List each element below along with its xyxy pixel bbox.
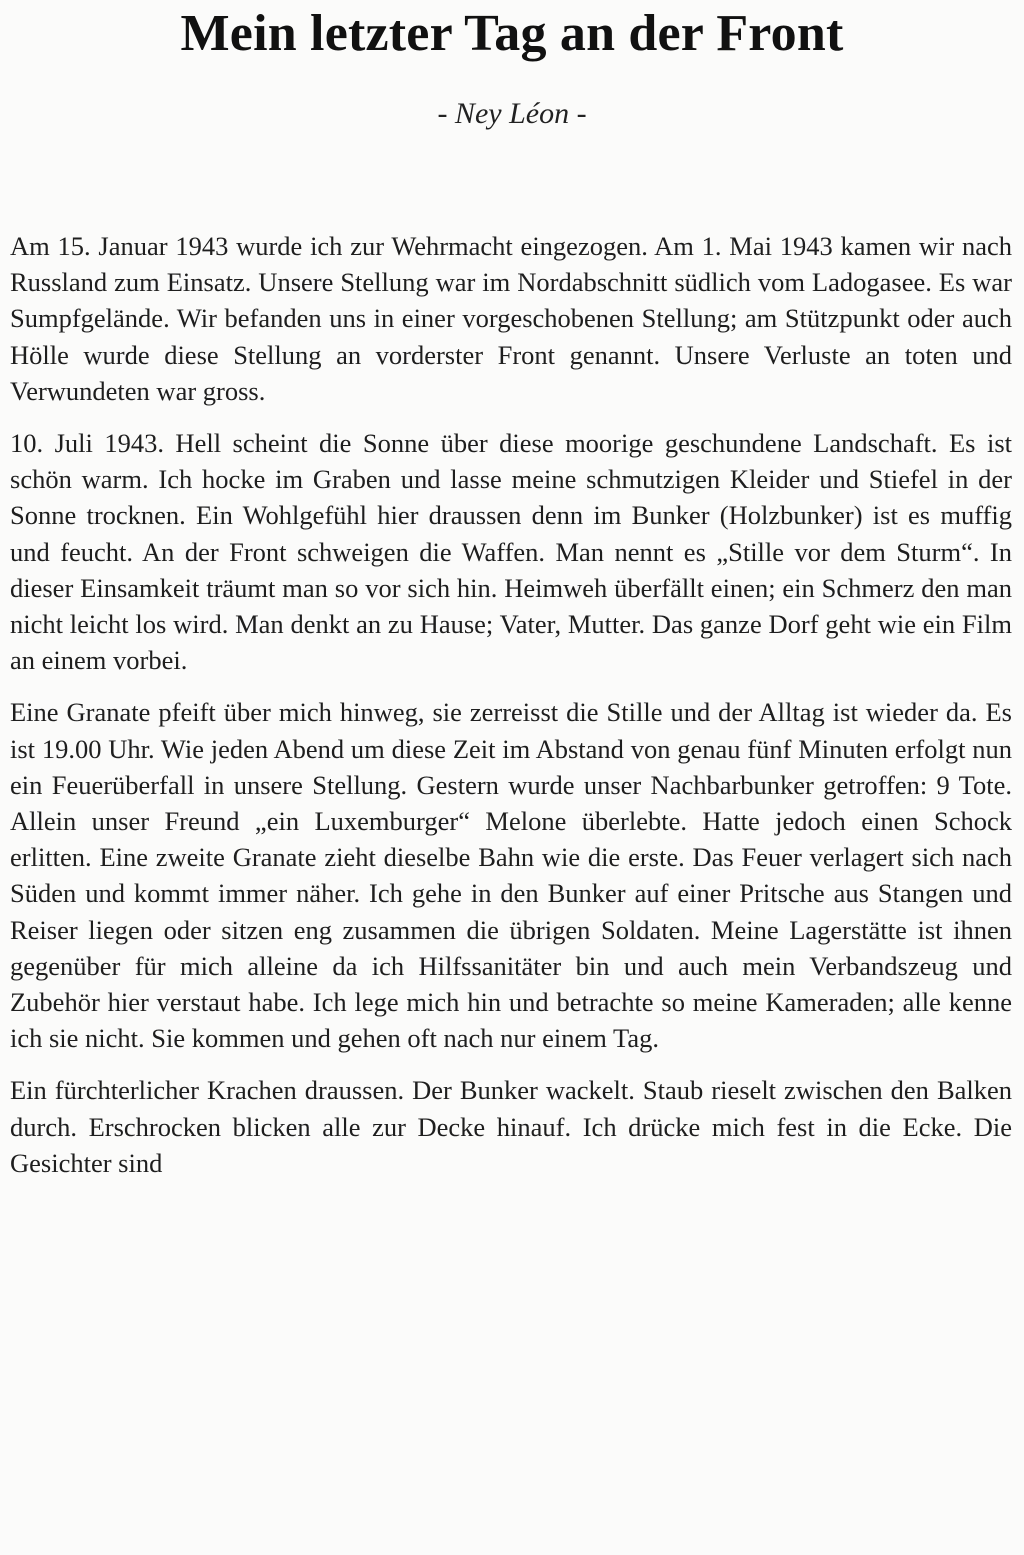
paragraph-3: Eine Granate pfeift über mich hinweg, sie zerreisst die Stille und der Alltag ist wieder da. Es ist 19.00 Uhr. Wie jeden Abend um diese Zeit im Abstand von genau fünf Minuten erfolgt nun ein Feuerüberfall in unsere Stellung. Gestern wurde unser Nachbarbunker getroffen: 9 Tote. Allein unser Freund „ein Luxemburger“ Melone überlebte. Hatte jedoch einen Schock erlitten. Eine zweite Granate zieht dieselbe Bahn wie die erste. Das Feuer verlagert sich nach Süden und kommt immer näher. Ich gehe in den Bunker auf einer Pritsche aus Stangen und Reiser liegen oder sitzen eng zusammen die übrigen Soldaten. Meine Lagerstätte ist ihnen gegenüber für mich alleine da ich Hilfssanitäter bin und auch mein Verbandszeug und Zubehör hier verstaut habe. Ich lege mich hin und betrachte so meine Kameraden; alle kenne ich sie nicht. Sie kommen und gehen oft nach nur einem Tag.: [10, 697, 1012, 1054]
article-author: - Ney Léon -: [437, 97, 587, 130]
article-body: [10, 228, 1012, 1181]
paragraph-2: 10. Juli 1943. Hell scheint die Sonne über diese moorige geschundene Landschaft. Es ist schön warm. Ich hocke im Graben und lasse meine schmutzigen Kleider und Stiefel in der Sonne trocknen. Ein Wohlgefühl hier draussen denn im Bunker (Holzbunker) ist es muffig und feucht. An der Front schweigen die Waffen. Man nennt es „Stille vor dem Sturm“. In dieser Einsamkeit träumt man so vor sich hin. Heimweh überfällt einen; ein Schmerz den man nicht leicht los wird. Man denkt an zu Hause; Vater, Mutter. Das ganze Dorf geht wie ein Film an einem vorbei.: [10, 428, 1012, 676]
article-title: Mein letzter Tag an der Front: [180, 5, 844, 62]
paragraph-4: Ein fürchterlicher Krachen draussen. Der Bunker wackelt. Staub rieselt zwischen den Balken durch. Erschrocken blicken alle zur Decke hinauf. Ich drücke mich fest in die Ecke. Die Gesichter sind: [10, 1075, 1012, 1178]
paragraph-1: Am 15. Januar 1943 wurde ich zur Wehrmacht eingezogen. Am 1. Mai 1943 kamen wir nach Russland zum Einsatz. Unsere Stellung war im Nordabschnitt südlich vom Ladogasee. Es war Sumpfgelände. Wir befanden uns in einer vorgeschobenen Stellung; am Stützpunkt oder auch Hölle wurde diese Stellung an vorderster Front genannt. Unsere Verluste an toten und Verwundeten war gross.: [10, 231, 1012, 406]
